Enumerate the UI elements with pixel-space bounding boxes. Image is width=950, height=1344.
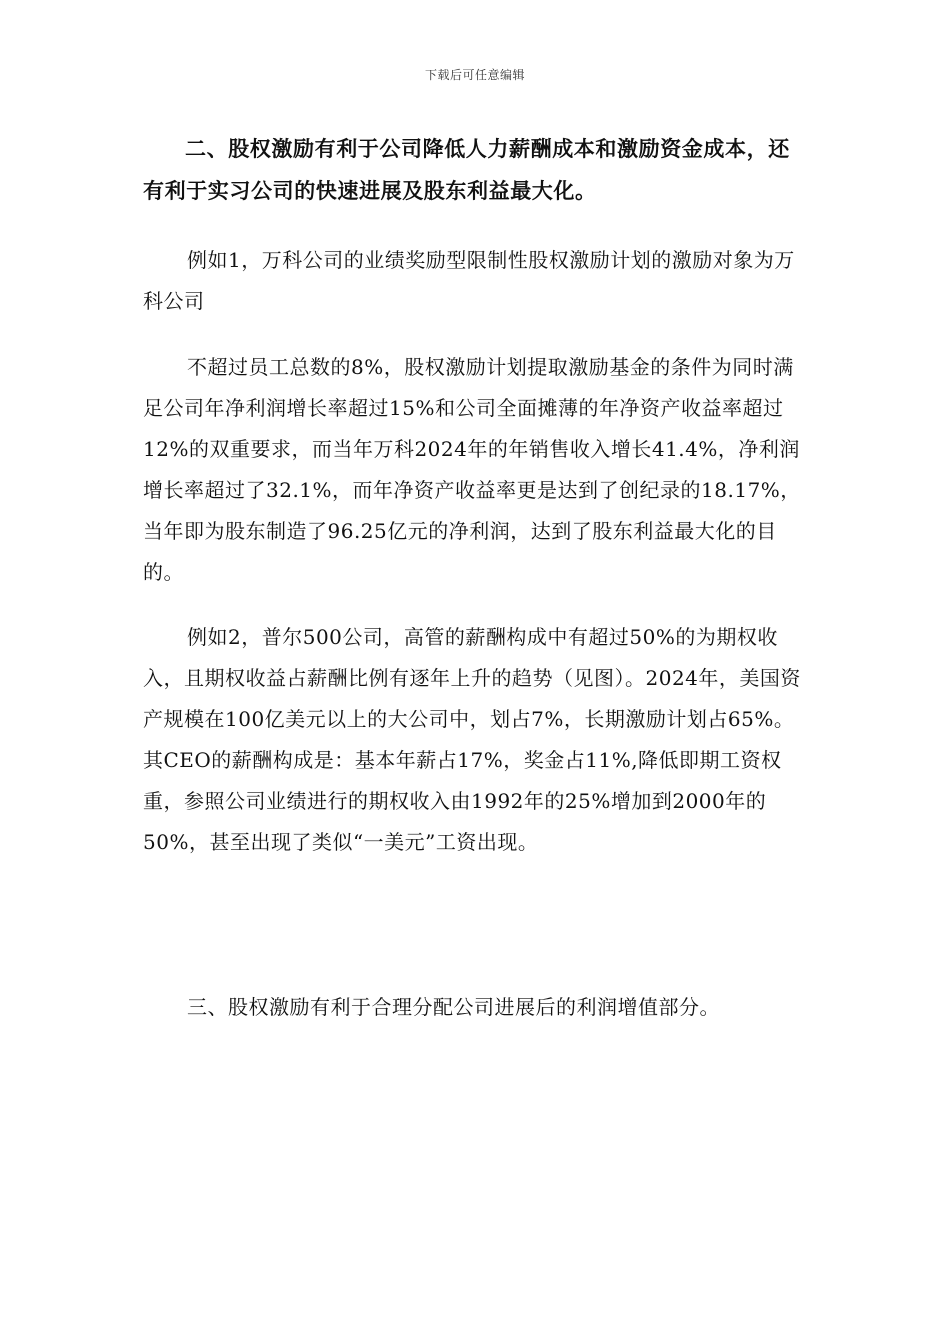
spacer xyxy=(143,212,805,240)
spacer xyxy=(143,863,805,987)
header-note: 下载后可任意编辑 xyxy=(424,68,525,82)
example-two-paragraph: 例如2，普尔500公司，高管的薪酬构成中有超过50%的为期权收入，且期权收益占薪酬比例有逐年上升的趋势（见图）。2024年，美国资产规模在100亿美元以上的大公司中，划占7%，长期激励计划占65%。其CEO的薪酬构成是：基本年薪占17%，奖金占11%,降低即期工资权重，参照公司业绩进行的期权收入由1992年的25%增加到2000年的50%，甚至出现了类似“一美元”工资出现。 xyxy=(143,625,801,854)
section-heading-three: 三、股权激励有利于合理分配公司进展后的利润增值部分。 xyxy=(187,995,720,1019)
example-one-detail-paragraph: 不超过员工总数的8%，股权激励计划提取激励基金的条件为同时满足公司年净利润增长率超过15%和公司全面摊薄的年净资产收益率超过12%的双重要求，而当年万科2024年的年销售收入增长41.4%，净利润增长率超过了32.1%，而年净资产收益率更是达到了创纪录的18.17%，当年即为股东制造了96.25亿元的净利润，达到了股东利益最大化的目的。 xyxy=(143,355,801,584)
example-one-intro-paragraph: 例如1，万科公司的业绩奖励型限制性股权激励计划的激励对象为万科公司 xyxy=(143,248,795,313)
spacer xyxy=(143,593,805,617)
spacer xyxy=(143,322,805,347)
document-body xyxy=(143,128,805,1028)
section-heading-two: 二、股权激励有利于公司降低人力薪酬成本和激励资金成本，还有利于实习公司的快速进展及股东利益最大化。 xyxy=(143,136,790,203)
